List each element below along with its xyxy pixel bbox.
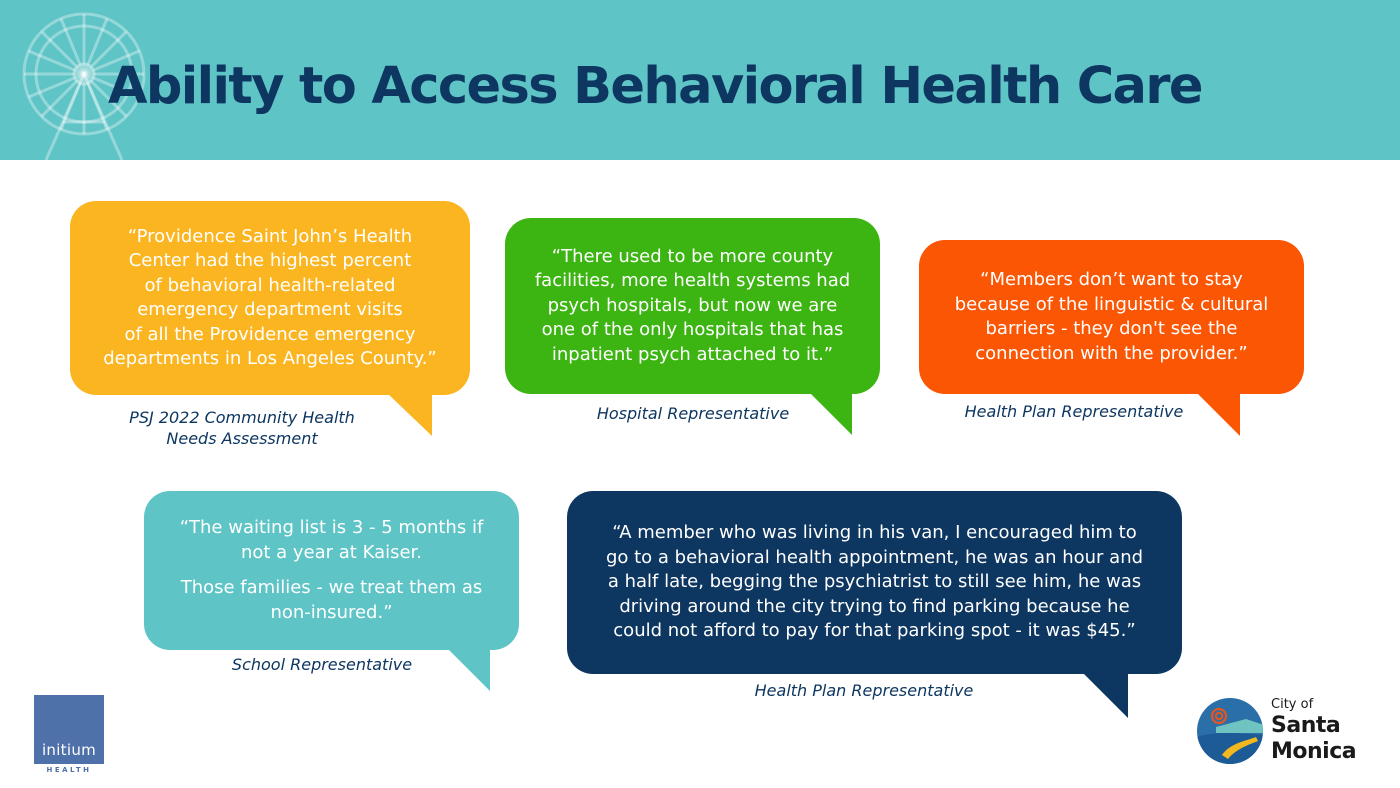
santa-monica-logo-icon [1196, 697, 1264, 765]
quote-attribution: Health Plan Representative [964, 402, 1184, 421]
quote-text: “Members don’t want to stay because of the linguistic & cultural barriers - they don't see the connection with the provider.” [954, 269, 1269, 364]
initium-logo [34, 695, 104, 764]
quote-bubble-hospital [505, 218, 880, 394]
santa-monica-city-of: City of [1271, 697, 1314, 712]
quote-bubble-school [144, 491, 519, 650]
quote-attribution: PSJ 2022 Community Health Needs Assessment [129, 408, 355, 448]
santa-monica-name-line1: Santa [1271, 713, 1341, 738]
quote-text: Those families - we treat them as non-insured.” [180, 577, 483, 623]
quote-attribution: Health Plan Representative [754, 681, 974, 700]
page-title: Ability to Access Behavioral Health Care [108, 57, 1202, 116]
initium-logo-subtext: HEALTH [46, 766, 92, 774]
quote-text: “There used to be more county facilities, more health systems had psych hospitals, but now we are one of the only hospitals that has inpatient psych attached to it.” [534, 245, 851, 365]
header-banner [0, 0, 1400, 160]
santa-monica-name-line2: Monica [1271, 739, 1357, 764]
quote-bubble-psj [70, 201, 470, 395]
quote-attribution: Hospital Representative [596, 404, 790, 423]
speech-tail [386, 392, 434, 438]
quote-text: “Providence Saint John’s Health Center had the highest percent of behavioral health-related emergency department visits of all the Providence emergency departments in Los Angeles County.” [103, 225, 437, 369]
speech-tail [1082, 672, 1130, 718]
quote-text: “The waiting list is 3 - 5 months if not a year at Kaiser. [179, 517, 484, 563]
quote-attribution: School Representative [231, 655, 413, 674]
quote-text: “A member who was living in his van, I encouraged him to go to a behavioral health appointment, he was an hour and a half late, begging the psychiatrist to still see him, he was driving around the city trying to find parking because he could not afford to pay for that parking spot - it was $45.” [605, 522, 1144, 642]
quote-bubble-health-plan [919, 240, 1304, 394]
quote-bubble-van-member [567, 491, 1182, 674]
initium-logo-text: initium [41, 741, 97, 759]
